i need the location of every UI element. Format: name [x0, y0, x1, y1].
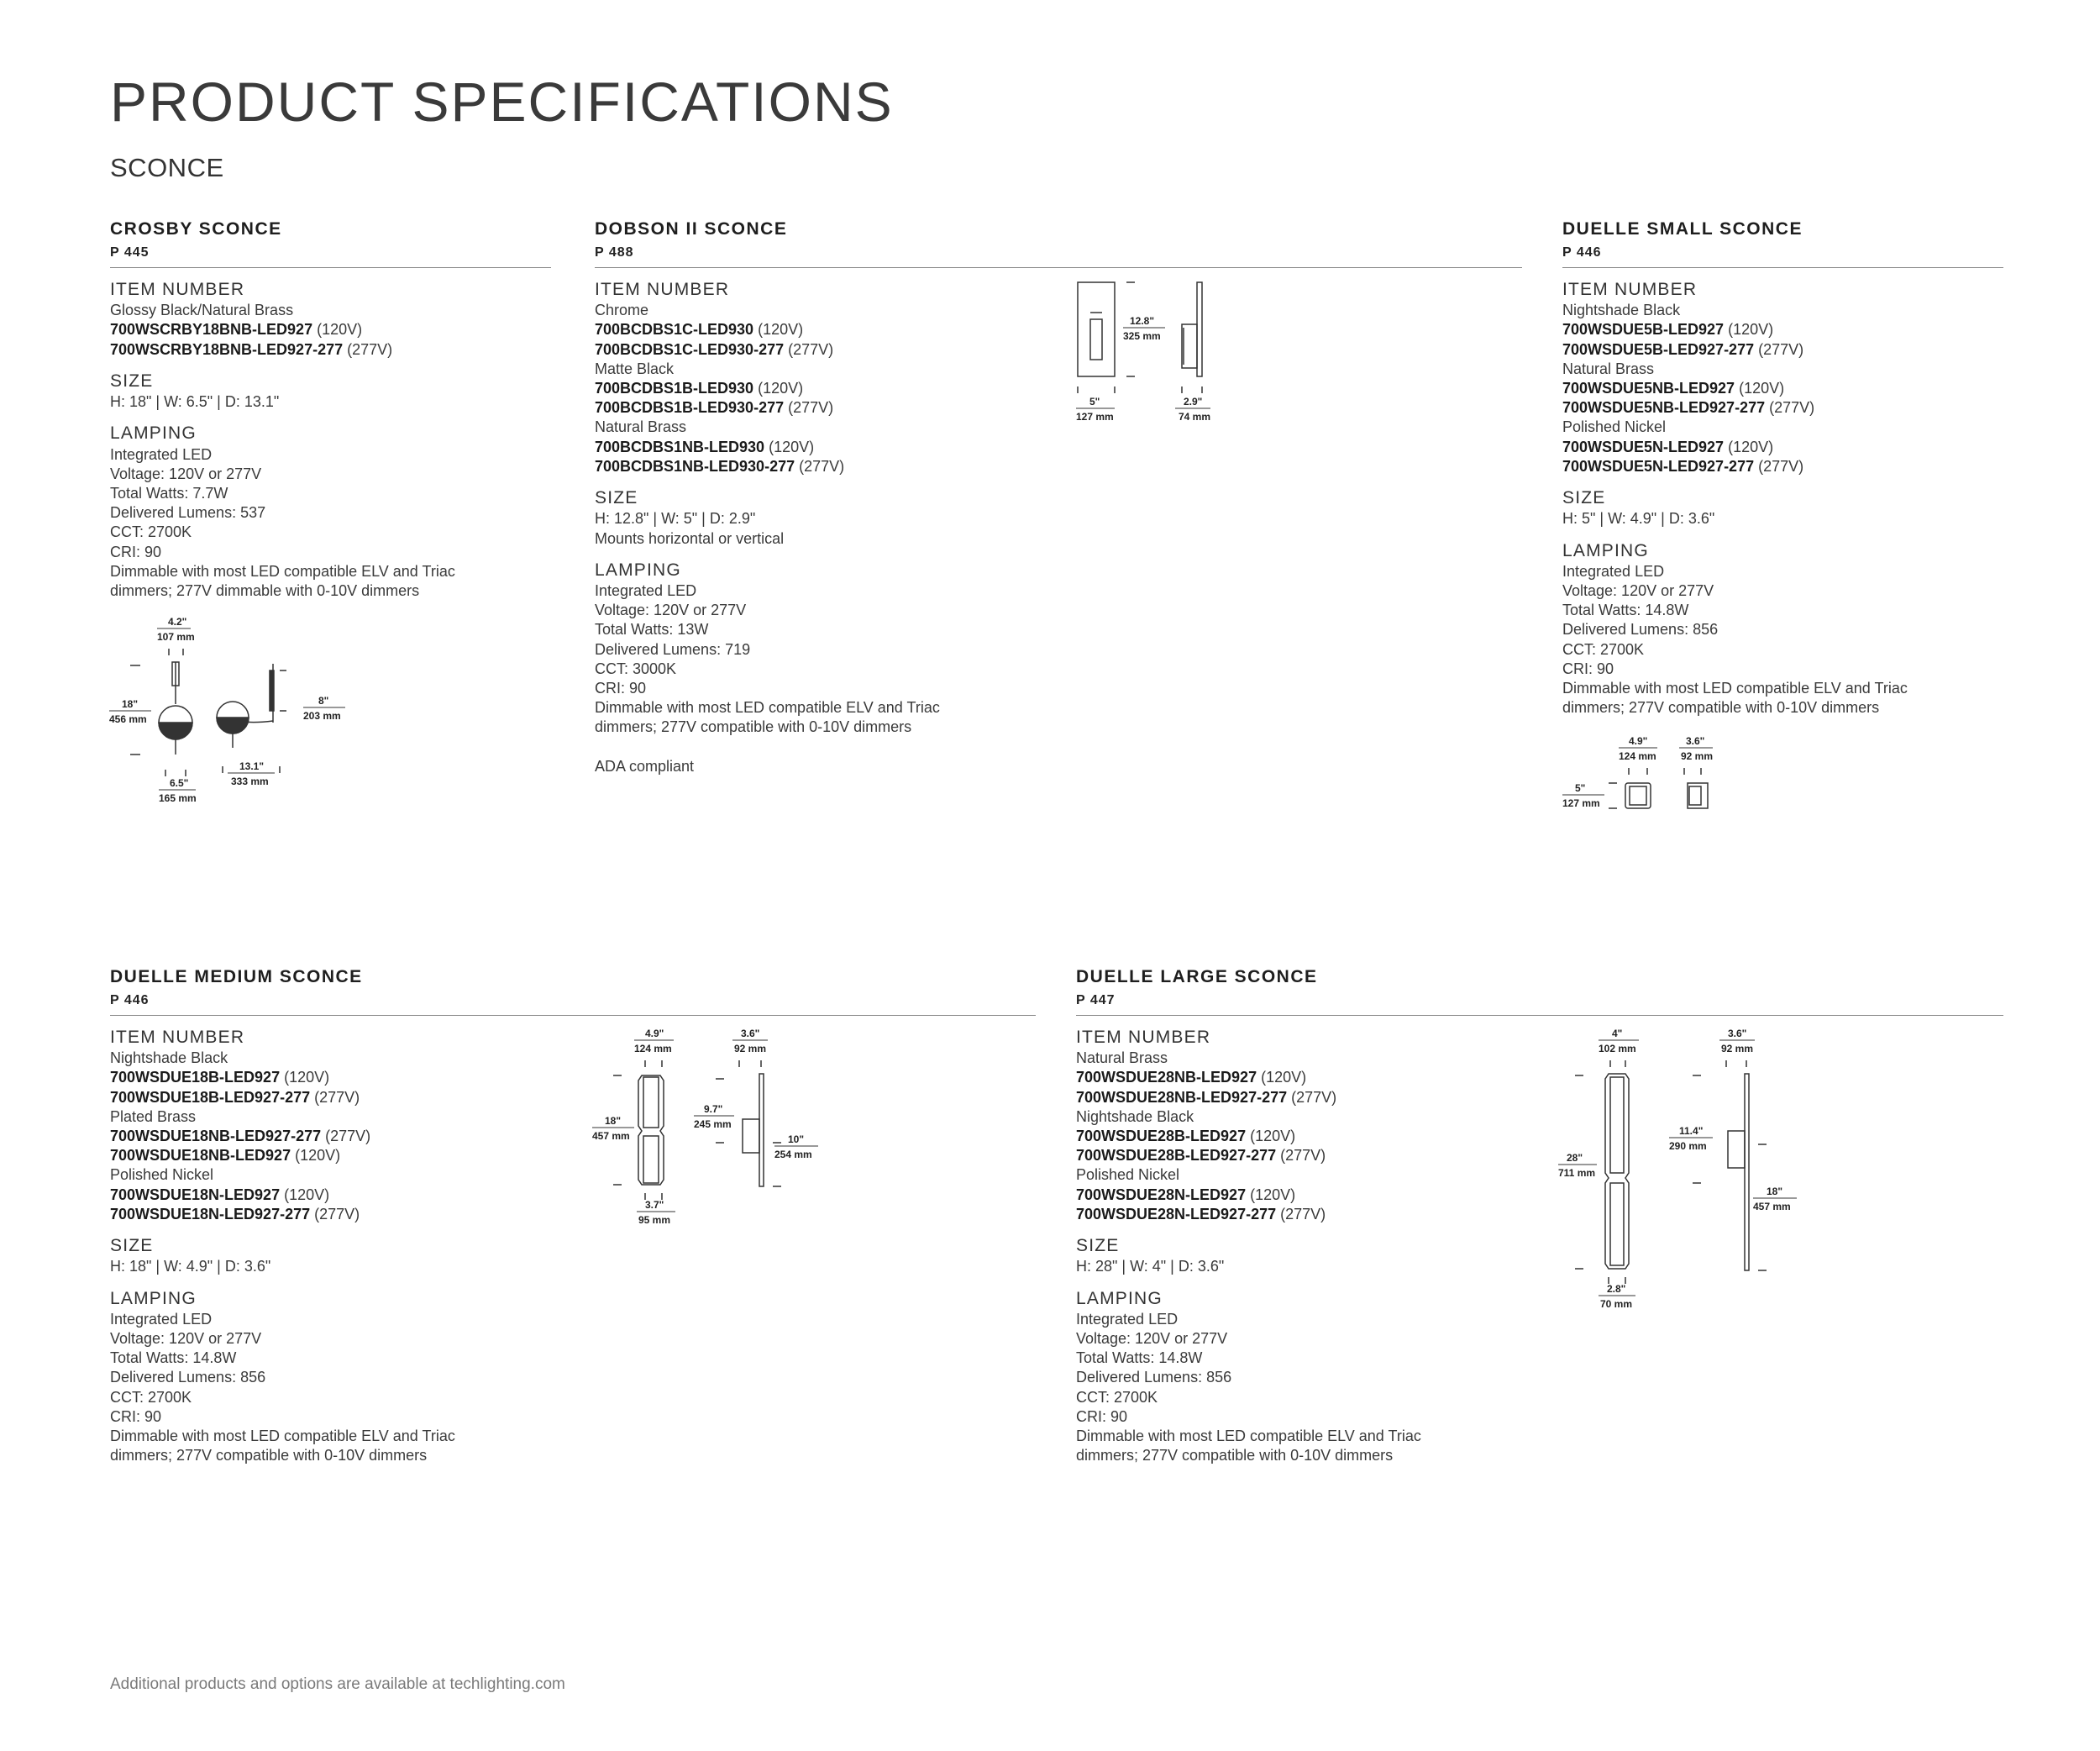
- lamping-line: Total Watts: 14.8W: [1562, 602, 1689, 619]
- lamping-line: Dimmable with most LED compatible ELV and Triac: [110, 1428, 455, 1444]
- duelle-small-dimension-drawing: [1558, 733, 1726, 817]
- lamping-line: Voltage: 120V or 277V: [595, 602, 747, 619]
- lamping-section: [110, 423, 551, 601]
- divider: [110, 267, 551, 268]
- lamping-line: Voltage: 120V or 277V: [1562, 581, 1714, 599]
- dim-label: 165 mm: [159, 792, 197, 804]
- product-dobson-ii: [595, 220, 1522, 776]
- dim-label: 4.2": [168, 616, 187, 628]
- product-duelle-medium: [110, 968, 1036, 1465]
- divider: [1076, 1015, 2003, 1016]
- product-page-ref: P 446: [1562, 245, 1602, 260]
- dim-label: 6.5": [170, 777, 189, 789]
- sku: 700WSDUE5NB-LED927-277: [1562, 399, 1766, 417]
- sku-line: [110, 1205, 1036, 1224]
- lamping-line: CRI: 90: [1076, 1407, 1128, 1425]
- sku: 700WSDUE5B-LED927: [1562, 321, 1725, 339]
- lamping-line: dimmers; 277V compatible with 0-10V dimmers: [1076, 1447, 1394, 1464]
- dim-label: 8": [318, 695, 329, 707]
- dim-label: 92 mm: [1681, 750, 1714, 762]
- size-note: Mounts horizontal or vertical: [595, 529, 785, 547]
- dim-label: 95 mm: [638, 1214, 671, 1226]
- size-section: [1562, 487, 2003, 528]
- section-heading: LAMPING: [110, 1288, 197, 1308]
- voltage: (120V): [758, 380, 804, 397]
- sku: 700WSDUE18N-LED927: [110, 1186, 281, 1203]
- lamping-line: CRI: 90: [110, 1407, 162, 1425]
- lamping-section: [1076, 1288, 2003, 1466]
- dim-label: 11.4": [1679, 1125, 1704, 1137]
- lamping-line: Delivered Lumens: 719: [595, 640, 751, 658]
- product-name: DUELLE SMALL SCONCE: [1562, 219, 1803, 239]
- lamping-line: Integrated LED: [595, 581, 697, 599]
- dim-label: 13.1": [239, 760, 265, 772]
- dim-label: 12.8": [1130, 315, 1155, 327]
- lamping-line: Integrated LED: [1562, 562, 1665, 580]
- size-section: [1076, 1235, 2003, 1276]
- lamping-line: Voltage: 120V or 277V: [1076, 1329, 1228, 1347]
- sku: 700WSDUE18B-LED927-277: [110, 1088, 311, 1106]
- voltage: (277V): [325, 1128, 371, 1145]
- finish-label: Polished Nickel: [1076, 1166, 1180, 1184]
- sku: 700BCDBS1B-LED930: [595, 380, 754, 397]
- sku-line: [110, 1088, 1036, 1107]
- section-heading: SIZE: [110, 371, 154, 391]
- lamping-line: CCT: 2700K: [1076, 1388, 1158, 1406]
- sku-line: [1562, 398, 2003, 418]
- duelle-large-dimension-drawing: [1558, 1025, 1810, 1315]
- finish-label: Polished Nickel: [110, 1166, 214, 1184]
- sku-line: [1562, 457, 2003, 476]
- voltage: (120V): [1250, 1186, 1296, 1203]
- dim-label: 4.9": [645, 1028, 664, 1039]
- dim-label: 74 mm: [1179, 411, 1211, 423]
- finish-label: Natural Brass: [595, 418, 687, 436]
- lamping-line: Delivered Lumens: 856: [110, 1369, 266, 1386]
- lamping-line: CRI: 90: [1562, 660, 1614, 677]
- dim-label: 333 mm: [231, 776, 269, 787]
- sku-line: [595, 438, 1522, 457]
- finish-label: Chrome: [595, 302, 649, 319]
- dim-label: 325 mm: [1123, 330, 1161, 342]
- sku-line: [110, 320, 551, 339]
- finish-label: Glossy Black/Natural Brass: [110, 302, 294, 319]
- sku: 700WSDUE28N-LED927-277: [1076, 1205, 1277, 1223]
- voltage: (120V): [317, 321, 363, 339]
- finish-label: Matte Black: [595, 360, 675, 377]
- dobson-dimension-drawing: [1071, 277, 1239, 429]
- sku-line: [595, 457, 1522, 476]
- dim-label: 457 mm: [1753, 1201, 1791, 1212]
- lamping-line: Delivered Lumens: 856: [1076, 1369, 1232, 1386]
- sku-line: [595, 379, 1522, 398]
- lamping-line: CCT: 2700K: [110, 1388, 192, 1406]
- lamping-line: Dimmable with most LED compatible ELV and Triac: [1562, 680, 1908, 697]
- dim-label: 203 mm: [303, 710, 341, 722]
- lamping-line: CCT: 3000K: [595, 660, 677, 677]
- product-duelle-large: [1076, 968, 2003, 1465]
- voltage: (277V): [314, 1088, 360, 1106]
- dim-label: 290 mm: [1669, 1140, 1707, 1152]
- lamping-section: [110, 1288, 1036, 1466]
- sku: 700BCDBS1NB-LED930: [595, 438, 765, 455]
- dim-label: 711 mm: [1558, 1167, 1596, 1179]
- dim-label: 3.7": [645, 1199, 664, 1211]
- lamping-line: Integrated LED: [110, 445, 213, 463]
- sku-line: [110, 340, 551, 360]
- lamping-line: Voltage: 120V or 277V: [110, 465, 262, 482]
- voltage: (120V): [1739, 380, 1785, 397]
- voltage: (120V): [1261, 1069, 1307, 1086]
- sku: 700WSDUE18B-LED927: [110, 1069, 281, 1086]
- voltage: (277V): [788, 340, 834, 358]
- product-duelle-small: [1562, 220, 2003, 718]
- item-number-section: [1076, 1027, 2003, 1224]
- item-number-section: [595, 279, 1522, 476]
- finish-label: Polished Nickel: [1562, 418, 1667, 436]
- dim-label: 456 mm: [109, 713, 147, 725]
- sku-line: [1076, 1205, 2003, 1224]
- lamping-line: dimmers; 277V compatible with 0-10V dimmers: [595, 718, 912, 736]
- size-value: H: 28" | W: 4" | D: 3.6": [1076, 1258, 1225, 1275]
- product-page-ref: P 445: [110, 245, 150, 260]
- sku-line: [1562, 340, 2003, 360]
- dim-label: 3.6": [1686, 735, 1705, 747]
- dim-label: 2.8": [1607, 1283, 1626, 1295]
- section-heading: LAMPING: [1562, 540, 1649, 560]
- sku: 700WSDUE5B-LED927-277: [1562, 340, 1755, 358]
- dim-label: 4.9": [1629, 735, 1648, 747]
- voltage: (120V): [295, 1147, 341, 1165]
- sku-line: [595, 340, 1522, 360]
- size-value: H: 5" | W: 4.9" | D: 3.6": [1562, 510, 1715, 528]
- section-heading: SIZE: [1562, 488, 1606, 508]
- lamping-line: CRI: 90: [110, 543, 162, 560]
- section-heading: SIZE: [595, 488, 638, 508]
- lamping-section: [1562, 540, 2003, 718]
- product-page-ref: P 447: [1076, 993, 1116, 1007]
- finish-label: Nightshade Black: [1076, 1107, 1194, 1125]
- section-heading: ITEM NUMBER: [110, 280, 245, 299]
- sku-line: [110, 1146, 1036, 1165]
- sku-line: [110, 1127, 1036, 1146]
- sku-line: [1562, 379, 2003, 398]
- lamping-line: Dimmable with most LED compatible ELV and Triac: [595, 699, 940, 717]
- sku: 700WSDUE18N-LED927-277: [110, 1205, 311, 1223]
- dim-label: 18": [605, 1115, 622, 1127]
- sku-line: [1076, 1088, 2003, 1107]
- sku: 700BCDBS1C-LED930-277: [595, 340, 785, 358]
- sku-line: [595, 398, 1522, 418]
- voltage: (277V): [1291, 1088, 1337, 1106]
- dim-label: 10": [788, 1133, 805, 1145]
- section-heading: ITEM NUMBER: [1562, 280, 1698, 299]
- voltage: (277V): [1280, 1147, 1326, 1165]
- section-heading: SIZE: [1076, 1236, 1120, 1256]
- dim-label: 5": [1575, 782, 1586, 794]
- voltage: (120V): [758, 321, 804, 339]
- dim-label: 5": [1089, 396, 1100, 408]
- finish-label: Natural Brass: [1562, 360, 1655, 377]
- product-name: DUELLE LARGE SCONCE: [1076, 967, 1318, 986]
- sku: 700WSDUE28NB-LED927-277: [1076, 1088, 1288, 1106]
- sku: 700WSDUE28B-LED927: [1076, 1128, 1247, 1145]
- lamping-line: Delivered Lumens: 856: [1562, 621, 1719, 639]
- dim-label: 4": [1612, 1028, 1623, 1039]
- sku-line: [1076, 1068, 2003, 1087]
- sku-line: [110, 1186, 1036, 1205]
- section-heading: ITEM NUMBER: [1076, 1028, 1211, 1047]
- lamping-line: Integrated LED: [110, 1310, 213, 1328]
- size-value: H: 18" | W: 4.9" | D: 3.6": [110, 1258, 271, 1275]
- section-heading: ITEM NUMBER: [110, 1028, 245, 1047]
- finish-label: Natural Brass: [1076, 1049, 1168, 1067]
- ada-note: ADA compliant: [595, 757, 695, 775]
- lamping-line: Dimmable with most LED compatible ELV and Triac: [1076, 1428, 1421, 1444]
- sku-line: [1562, 320, 2003, 339]
- voltage: (120V): [284, 1186, 330, 1203]
- sku: 700WSDUE5N-LED927-277: [1562, 457, 1755, 475]
- lamping-line: Total Watts: 7.7W: [110, 484, 228, 502]
- lamping-line: Total Watts: 13W: [595, 621, 709, 639]
- duelle-medium-dimension-drawing: [588, 1025, 823, 1227]
- dim-label: 127 mm: [1562, 797, 1600, 809]
- product-page-ref: P 488: [595, 245, 634, 260]
- dim-label: 102 mm: [1599, 1043, 1636, 1054]
- voltage: (277V): [1280, 1205, 1326, 1223]
- lamping-line: dimmers; 277V compatible with 0-10V dimmers: [1562, 699, 1880, 717]
- sku: 700WSDUE18NB-LED927-277: [110, 1128, 322, 1145]
- voltage: (120V): [1250, 1128, 1296, 1145]
- lamping-line: CCT: 2700K: [110, 523, 192, 541]
- voltage: (277V): [788, 399, 834, 417]
- voltage: (277V): [1758, 340, 1804, 358]
- sku: 700WSCRBY18BNB-LED927-277: [110, 340, 344, 358]
- dim-label: 92 mm: [734, 1043, 767, 1054]
- size-section: [110, 371, 551, 412]
- lamping-line: CCT: 2700K: [1562, 640, 1645, 658]
- crosby-dimension-drawing: [105, 613, 357, 807]
- lamping-line: Dimmable with most LED compatible ELV and Triac: [110, 562, 455, 580]
- voltage: (120V): [1728, 438, 1774, 455]
- item-number-section: [110, 1027, 1036, 1224]
- dim-label: 3.6": [741, 1028, 760, 1039]
- dim-label: 92 mm: [1721, 1043, 1754, 1054]
- size-section: [110, 1235, 1036, 1276]
- dim-label: 2.9": [1184, 396, 1203, 408]
- sku-line: [110, 1068, 1036, 1087]
- dim-label: 18": [122, 698, 139, 710]
- dim-label: 70 mm: [1600, 1298, 1633, 1310]
- dim-label: 9.7": [704, 1103, 723, 1115]
- sku: 700BCDBS1NB-LED930-277: [595, 457, 795, 475]
- product-name: DUELLE MEDIUM SCONCE: [110, 967, 363, 986]
- voltage: (120V): [769, 438, 815, 455]
- finish-label: Nightshade Black: [110, 1049, 228, 1067]
- sku-line: [1076, 1186, 2003, 1205]
- dim-label: 245 mm: [694, 1118, 732, 1130]
- section-heading: LAMPING: [110, 423, 197, 444]
- divider: [595, 267, 1522, 268]
- lamping-line: dimmers; 277V dimmable with 0-10V dimmers: [110, 581, 420, 599]
- sku: 700WSDUE5NB-LED927: [1562, 380, 1735, 397]
- product-page-ref: P 446: [110, 993, 150, 1007]
- size-value: H: 12.8" | W: 5" | D: 2.9": [595, 510, 756, 528]
- divider: [1562, 267, 2003, 268]
- lamping-line: Total Watts: 14.8W: [110, 1349, 237, 1367]
- lamping-section: [595, 560, 1522, 776]
- page-title: PRODUCT SPECIFICATIONS: [110, 71, 894, 133]
- size-value: H: 18" | W: 6.5" | D: 13.1": [110, 393, 280, 411]
- sku-line: [1562, 438, 2003, 457]
- sku: 700BCDBS1B-LED930-277: [595, 399, 785, 417]
- sku: 700WSDUE18NB-LED927: [110, 1147, 291, 1165]
- dim-label: 124 mm: [634, 1043, 672, 1054]
- sku-line: [1076, 1146, 2003, 1165]
- section-heading: LAMPING: [595, 560, 681, 580]
- divider: [110, 1015, 1036, 1016]
- footer-note: Additional products and options are available at techlighting.com: [110, 1675, 565, 1693]
- lamping-line: Total Watts: 14.8W: [1076, 1349, 1203, 1367]
- lamping-line: Voltage: 120V or 277V: [110, 1329, 262, 1347]
- sku: 700WSCRBY18BNB-LED927: [110, 321, 313, 339]
- finish-label: Nightshade Black: [1562, 302, 1681, 319]
- dim-label: 124 mm: [1619, 750, 1656, 762]
- lamping-line: CRI: 90: [595, 680, 647, 697]
- sku: 700WSDUE28NB-LED927: [1076, 1069, 1257, 1086]
- voltage: (277V): [1769, 399, 1815, 417]
- lamping-line: Integrated LED: [1076, 1310, 1179, 1328]
- voltage: (277V): [314, 1205, 360, 1223]
- section-heading: SIZE: [110, 1236, 154, 1256]
- item-number-section: [110, 279, 551, 360]
- dim-label: 254 mm: [774, 1149, 812, 1160]
- size-section: [595, 487, 1522, 549]
- dim-label: 457 mm: [592, 1130, 630, 1142]
- sku: 700BCDBS1C-LED930: [595, 321, 754, 339]
- sku: 700WSDUE28N-LED927: [1076, 1186, 1247, 1203]
- voltage: (277V): [799, 457, 845, 475]
- voltage: (277V): [347, 340, 393, 358]
- dim-label: 18": [1767, 1186, 1783, 1197]
- dim-label: 28": [1567, 1152, 1583, 1164]
- section-heading: ITEM NUMBER: [595, 280, 730, 299]
- voltage: (277V): [1758, 457, 1804, 475]
- voltage: (120V): [1728, 321, 1774, 339]
- finish-label: Plated Brass: [110, 1107, 197, 1125]
- product-crosby: [110, 220, 551, 601]
- product-name: CROSBY SCONCE: [110, 219, 282, 239]
- product-name: DOBSON II SCONCE: [595, 219, 788, 239]
- sku: 700WSDUE28B-LED927-277: [1076, 1147, 1277, 1165]
- dim-label: 107 mm: [157, 631, 195, 643]
- page-subtitle: SCONCE: [110, 153, 224, 182]
- lamping-line: dimmers; 277V compatible with 0-10V dimmers: [110, 1447, 428, 1464]
- dim-label: 3.6": [1728, 1028, 1747, 1039]
- voltage: (120V): [284, 1069, 330, 1086]
- sku: 700WSDUE5N-LED927: [1562, 438, 1725, 455]
- lamping-line: Delivered Lumens: 537: [110, 504, 266, 522]
- section-heading: LAMPING: [1076, 1288, 1163, 1308]
- dim-label: 127 mm: [1076, 411, 1114, 423]
- sku-line: [1076, 1127, 2003, 1146]
- item-number-section: [1562, 279, 2003, 476]
- sku-line: [595, 320, 1522, 339]
